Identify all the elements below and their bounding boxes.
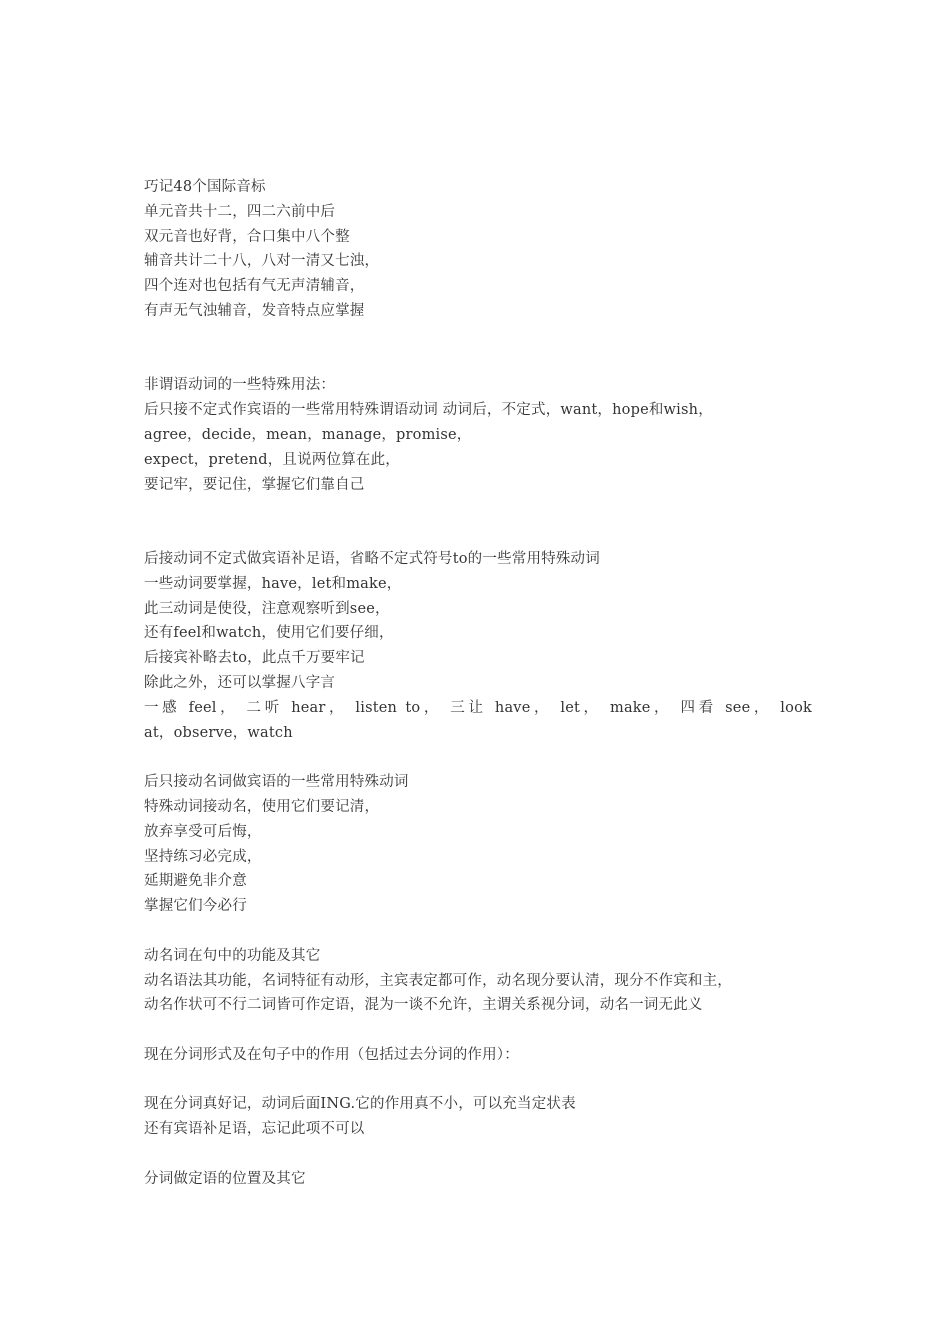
text-line: 后接宾补略去to，此点千万要牢记	[144, 650, 365, 667]
text-line: at，observe，watch	[144, 724, 293, 741]
text-line: expect，pretend，且说两位算在此，	[144, 451, 400, 468]
paragraph-gap	[144, 1068, 812, 1093]
paragraph-gap	[144, 497, 812, 522]
section-title-gerund-object: 后只接动名词做宾语的一些常用特殊动词	[144, 774, 409, 791]
document-body	[144, 175, 812, 1192]
text-line: 特殊动词接动名，使用它们要记清，	[144, 798, 380, 815]
section-title-bare-infinitive: 后接动词不定式做宾语补足语，省略不定式符号to的一些常用特殊动词	[144, 550, 600, 567]
text-line: 辅音共计二十八，八对一清又七浊，	[144, 253, 380, 270]
section-title-participle-position: 分词做定语的位置及其它	[144, 1170, 306, 1187]
paragraph-gap	[144, 1018, 812, 1043]
text-line: 除此之外，还可以掌握八字言	[144, 674, 336, 691]
paragraph-gap	[144, 1142, 812, 1167]
text-line: 后只接不定式作宾语的一些常用特殊谓语动词 动词后，不定式，want，hope和wish，	[144, 402, 713, 419]
text-line: 还有feel和watch，使用它们要仔细，	[144, 625, 394, 642]
paragraph-gap	[144, 324, 812, 349]
text-line: 掌握它们今必行	[144, 898, 247, 915]
text-line: 放弃享受可后悔，	[144, 823, 262, 840]
text-line: 一些动词要掌握，have，let和make，	[144, 575, 402, 592]
paragraph-gap	[144, 919, 812, 944]
text-line: 要记牢，要记住，掌握它们靠自己	[144, 476, 365, 493]
text-line: 双元音也好背，合口集中八个整	[144, 228, 350, 245]
text-line: 延期避免非介意	[144, 873, 247, 890]
section-title-gerund-function: 动名词在句中的功能及其它	[144, 947, 321, 964]
text-line: 坚持练习必完成，	[144, 848, 262, 865]
text-line: 此三动词是使役，注意观察听到see，	[144, 600, 390, 617]
paragraph-gap	[144, 745, 812, 770]
section-title-nonfinite: 非谓语动词的一些特殊用法：	[144, 377, 336, 394]
section-title-phonetics: 巧记48个国际音标	[144, 179, 266, 195]
text-line: 有声无气浊辅音，发音特点应掌握	[144, 302, 365, 319]
text-line: 动名语法其功能，名词特征有动形，主宾表定都可作，动名现分要认清，现分不作宾和主，	[144, 972, 732, 989]
section-title-participle-forms: 现在分词形式及在句子中的作用（包括过去分词的作用）：	[144, 1046, 519, 1063]
paragraph-gap	[144, 349, 812, 374]
paragraph-gap	[144, 522, 812, 547]
text-line: 动名作状可不行二词皆可作定语，混为一谈不允许，主谓关系视分词，动名一词无此义	[144, 997, 703, 1014]
text-line: 现在分词真好记，动词后面ING.它的作用真不小，可以充当定状表	[144, 1096, 576, 1113]
text-line: 还有宾语补足语，忘记此项不可以	[144, 1121, 365, 1138]
text-line-justified: 一感 feel， 二听 hear， listen to， 三让 have， let， make， 四看 see， look	[144, 699, 812, 716]
text-line: 单元音共十二，四二六前中后	[144, 203, 336, 220]
text-line: agree，decide，mean，manage，promise，	[144, 426, 472, 443]
text-line: 四个连对也包括有气无声清辅音，	[144, 278, 365, 295]
